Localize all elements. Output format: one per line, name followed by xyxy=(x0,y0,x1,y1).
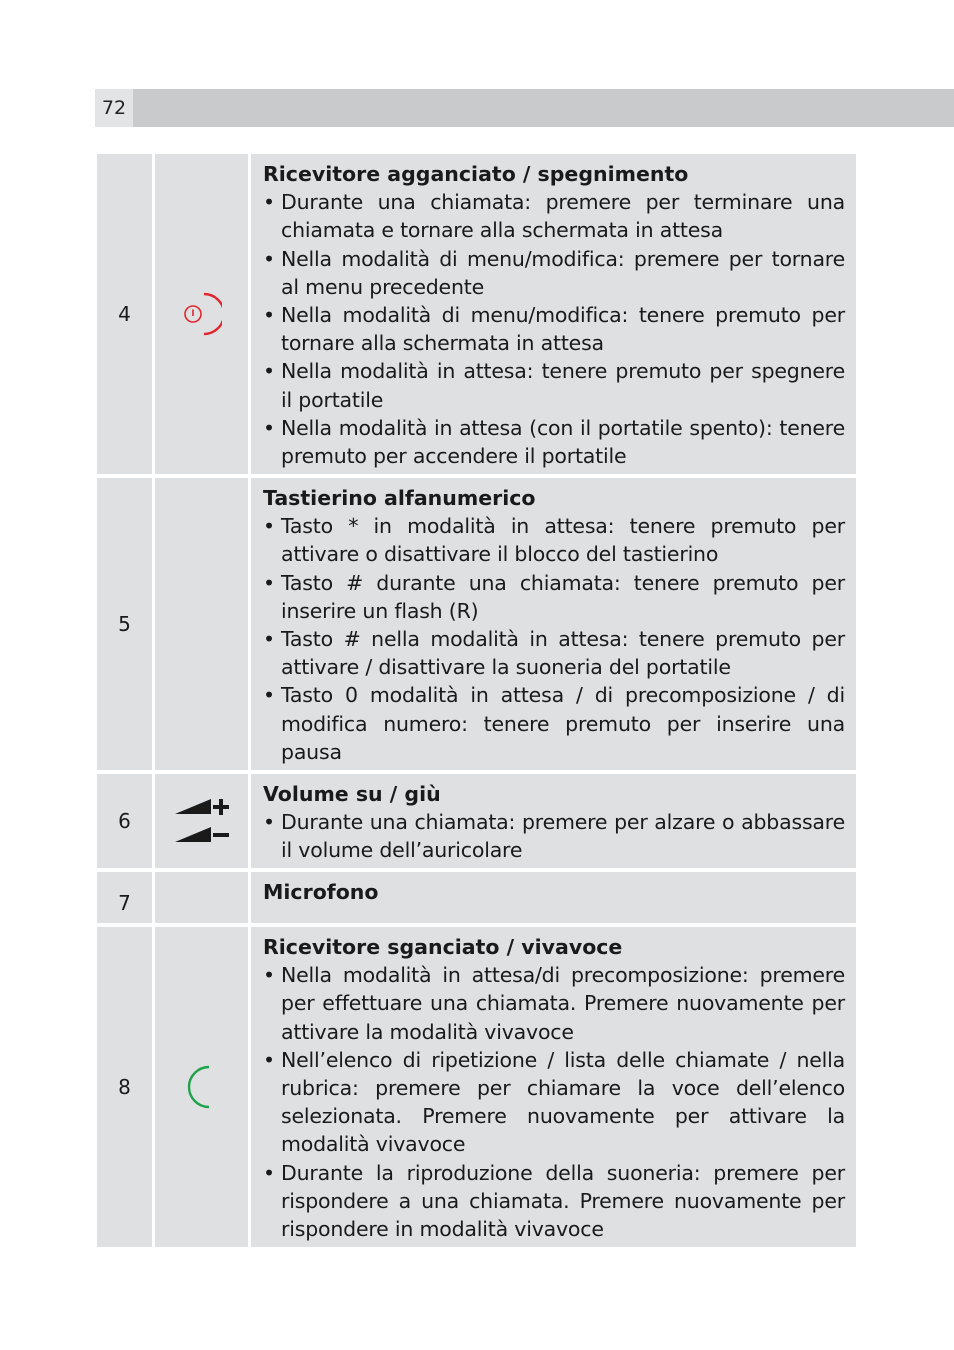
key-function-table xyxy=(97,154,856,1251)
call-speaker-icon xyxy=(187,1064,217,1110)
page-header-bar xyxy=(95,89,954,127)
list-item: • Durante una chiamata: premere per terminare una chiamata e tornare alla schermata in attesa xyxy=(263,188,845,244)
row-title: Ricevitore agganciato / spegnimento xyxy=(263,162,689,186)
bullet-list xyxy=(263,512,845,766)
description-cell xyxy=(251,154,856,474)
row-number: 7 xyxy=(97,872,152,923)
list-item: • Nella modalità in attesa: tenere premuto per spegnere il portatile xyxy=(263,357,845,413)
row-title: Tastierino alfanumerico xyxy=(263,486,536,510)
row-number: 4 xyxy=(97,154,152,474)
list-item: • Durante una chiamata: premere per alzare o abbassare il volume dell’auricolare xyxy=(263,808,845,864)
list-item: • Nella modalità di menu/modifica: tenere premuto per tornare alla schermata in attesa xyxy=(263,301,845,357)
list-item: • Nella modalità in attesa/di precomposizione: premere per effettuare una chiamata. Premere nuovamente per attivare la modalità vivavoce xyxy=(263,961,845,1046)
description-cell xyxy=(251,478,856,770)
icon-cell xyxy=(155,774,248,868)
row-title: Volume su / giù xyxy=(263,782,441,806)
page-number: 72 xyxy=(95,89,133,127)
row-number: 8 xyxy=(97,927,152,1247)
list-item: • Tasto # nella modalità in attesa: tenere premuto per attivare / disattivare la suoneria del portatile xyxy=(263,625,845,681)
table-row xyxy=(97,872,856,923)
list-item: • Nella modalità in attesa (con il portatile spento): tenere premuto per accendere il portatile xyxy=(263,414,845,470)
description-cell xyxy=(251,774,856,868)
bullet-list xyxy=(263,188,845,470)
list-item: • Tasto # durante una chiamata: tenere premuto per inserire un flash (R) xyxy=(263,569,845,625)
description-cell xyxy=(251,872,856,923)
list-item: • Nella modalità di menu/modifica: premere per tornare al menu precedente xyxy=(263,245,845,301)
volume-up-down-icon xyxy=(173,796,231,846)
icon-cell xyxy=(155,927,248,1247)
icon-cell xyxy=(155,154,248,474)
power-end-call-icon xyxy=(182,291,222,337)
table-row xyxy=(97,478,856,770)
row-number: 6 xyxy=(97,774,152,868)
row-title: Microfono xyxy=(263,880,379,904)
row-title: Ricevitore sganciato / vivavoce xyxy=(263,935,623,959)
bullet-list xyxy=(263,808,845,864)
table-row xyxy=(97,927,856,1247)
list-item: • Tasto 0 modalità in attesa / di precomposizione / di modifica numero: tenere premuto per inserire una pausa xyxy=(263,681,845,766)
bullet-list xyxy=(263,961,845,1243)
table-row xyxy=(97,774,856,868)
icon-cell xyxy=(155,478,248,770)
row-number: 5 xyxy=(97,478,152,770)
icon-cell xyxy=(155,872,248,923)
description-cell xyxy=(251,927,856,1247)
table-row xyxy=(97,154,856,474)
list-item: • Nell’elenco di ripetizione / lista delle chiamate / nella rubrica: premere per chiamare la voce dell’elenco selezionata. Premere nuovamente per attivare la modalità vivavoce xyxy=(263,1046,845,1159)
list-item: • Tasto * in modalità in attesa: tenere premuto per attivare o disattivare il blocco del tastierino xyxy=(263,512,845,568)
list-item: • Durante la riproduzione della suoneria: premere per rispondere a una chiamata. Premere nuovamente per rispondere in modalità vivavoce xyxy=(263,1159,845,1244)
